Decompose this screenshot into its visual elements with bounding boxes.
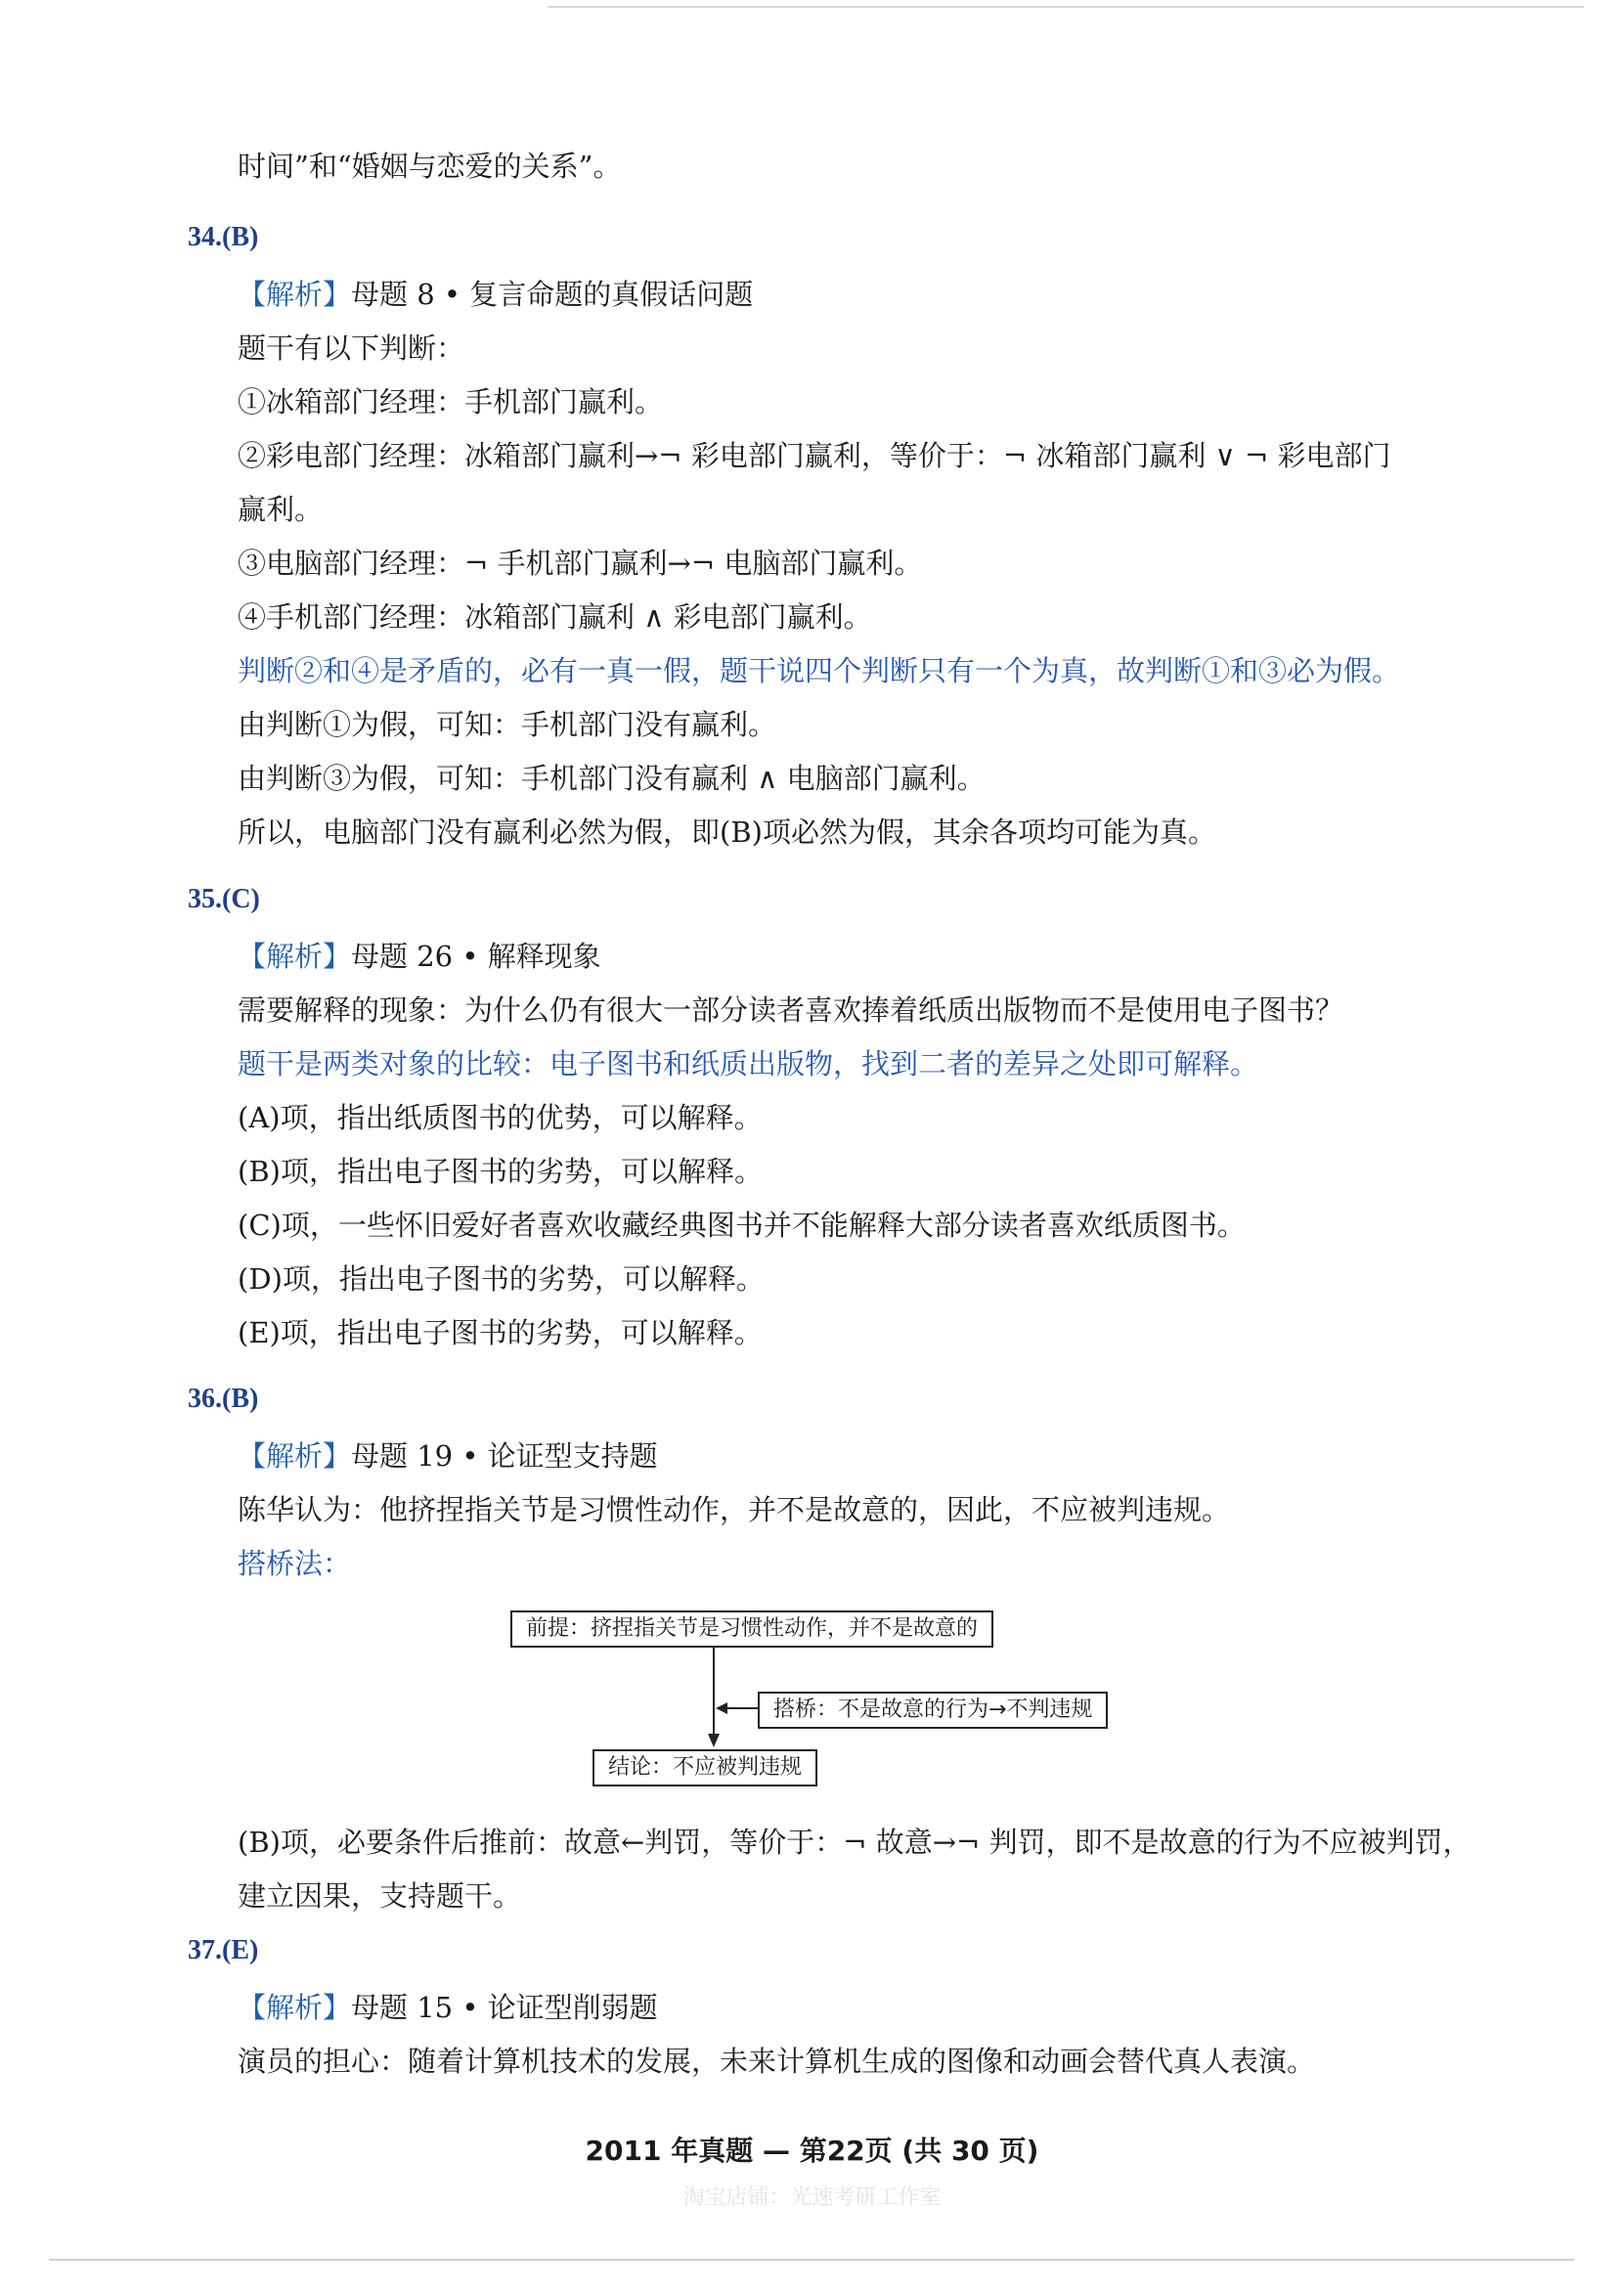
question-number: 37. (188, 1935, 222, 1965)
analysis-title: 母题 19 • 论证型支持题 (351, 1439, 658, 1473)
text-line: (A)项，指出纸质图书的优势，可以解释。 (238, 1101, 763, 1134)
highlight-line: 题干是两类对象的比较：电子图书和纸质出版物，找到二者的差异之处即可解释。 (238, 1047, 1259, 1080)
text-line: ②彩电部门经理：冰箱部门赢利→¬ 彩电部门赢利，等价于：¬ 冰箱部门赢利 ∨ ¬ 彩电部门 (238, 439, 1391, 472)
text-line: (B)项，指出电子图书的劣势，可以解释。 (238, 1155, 763, 1188)
method-label: 搭桥法： (238, 1547, 352, 1580)
analysis-header (238, 1436, 1509, 1476)
conclusion-box: 结论：不应被判违规 (593, 1749, 817, 1786)
text-line: 由判断①为假，可知：手机部门没有赢利。 (238, 708, 777, 741)
question-number: 34. (188, 222, 222, 252)
text-line: (D)项，指出电子图书的劣势，可以解释。 (238, 1262, 765, 1296)
highlight-line: 判断②和④是矛盾的，必有一真一假，题干说四个判断只有一个为真，故判断①和③必为假。 (238, 654, 1401, 687)
down-arrowhead (708, 1734, 720, 1747)
question-37-header (188, 1935, 258, 1966)
analysis-title: 母题 15 • 论证型削弱题 (351, 1991, 658, 2024)
question-answer: (B) (222, 1384, 259, 1414)
text-line: ④手机部门经理：冰箱部门赢利 ∧ 彩电部门赢利。 (238, 600, 872, 634)
analysis-tag: 【解析】 (238, 940, 352, 973)
text-line: ③电脑部门经理：¬ 手机部门赢利→¬ 电脑部门赢利。 (238, 547, 923, 580)
text-line: 需要解释的现象：为什么仍有很大一部分读者喜欢捧着纸质出版物而不是使用电子图书？ (238, 993, 1344, 1027)
question-35-header (188, 884, 260, 915)
analysis-tag: 【解析】 (238, 278, 352, 311)
text-line: (E)项，指出电子图书的劣势，可以解释。 (238, 1316, 763, 1349)
page-footer: 2011 年真题 — 第22页 (共 30 页) (585, 2135, 1039, 2167)
premise-box: 前提：挤捏指关节是习惯性动作，并不是故意的 (510, 1610, 993, 1648)
question-36-header (188, 1384, 258, 1415)
left-arrowhead (716, 1702, 727, 1714)
analysis-header (238, 937, 1509, 976)
text-line: (B)项，必要条件后推前：故意←判罚，等价于：¬ 故意→¬ 判罚，即不是故意的行为不应被判罚， (238, 1826, 1471, 1859)
bridge-diagram (499, 1609, 1134, 1814)
text-line: 由判断③为假，可知：手机部门没有赢利 ∧ 电脑部门赢利。 (238, 762, 986, 795)
question-34-header (188, 222, 258, 253)
analysis-header (238, 1988, 1509, 2027)
watermark-text: 淘宝店铺：光速考研工作室 (682, 2185, 942, 2210)
text-line: 建立因果，支持题干。 (238, 1879, 522, 1913)
analysis-title: 母题 26 • 解释现象 (351, 940, 601, 973)
question-answer: (C) (222, 884, 260, 914)
text-line: ①冰箱部门经理：手机部门赢利。 (238, 385, 664, 419)
question-number: 36. (188, 1384, 222, 1414)
analysis-tag: 【解析】 (238, 1439, 352, 1473)
question-number: 35. (188, 884, 222, 914)
analysis-header (238, 275, 1509, 314)
intro-line: 时间”和“婚姻与恋爱的关系”。 (238, 150, 622, 183)
bridge-box: 搭桥：不是故意的行为→不判违规 (758, 1692, 1108, 1729)
question-answer: (E) (222, 1935, 259, 1965)
text-line: 题干有以下判断： (238, 331, 465, 365)
text-line: (C)项，一些怀旧爱好者喜欢收藏经典图书并不能解释大部分读者喜欢纸质图书。 (238, 1209, 1246, 1242)
analysis-title: 母题 8 • 复言命题的真假话问题 (351, 278, 754, 311)
text-line: 陈华认为：他挤捏指关节是习惯性动作，并不是故意的，因此，不应被判违规。 (238, 1493, 1231, 1526)
question-answer: (B) (222, 222, 259, 252)
text-line: 赢利。 (238, 493, 324, 526)
bottom-rule (49, 2259, 1574, 2261)
analysis-tag: 【解析】 (238, 1991, 352, 2024)
text-line: 演员的担心：随着计算机技术的发展，未来计算机生成的图像和动画会替代真人表演。 (238, 2045, 1316, 2078)
text-line: 所以，电脑部门没有赢利必然为假，即(B)项必然为假，其余各项均可能为真。 (238, 815, 1216, 849)
